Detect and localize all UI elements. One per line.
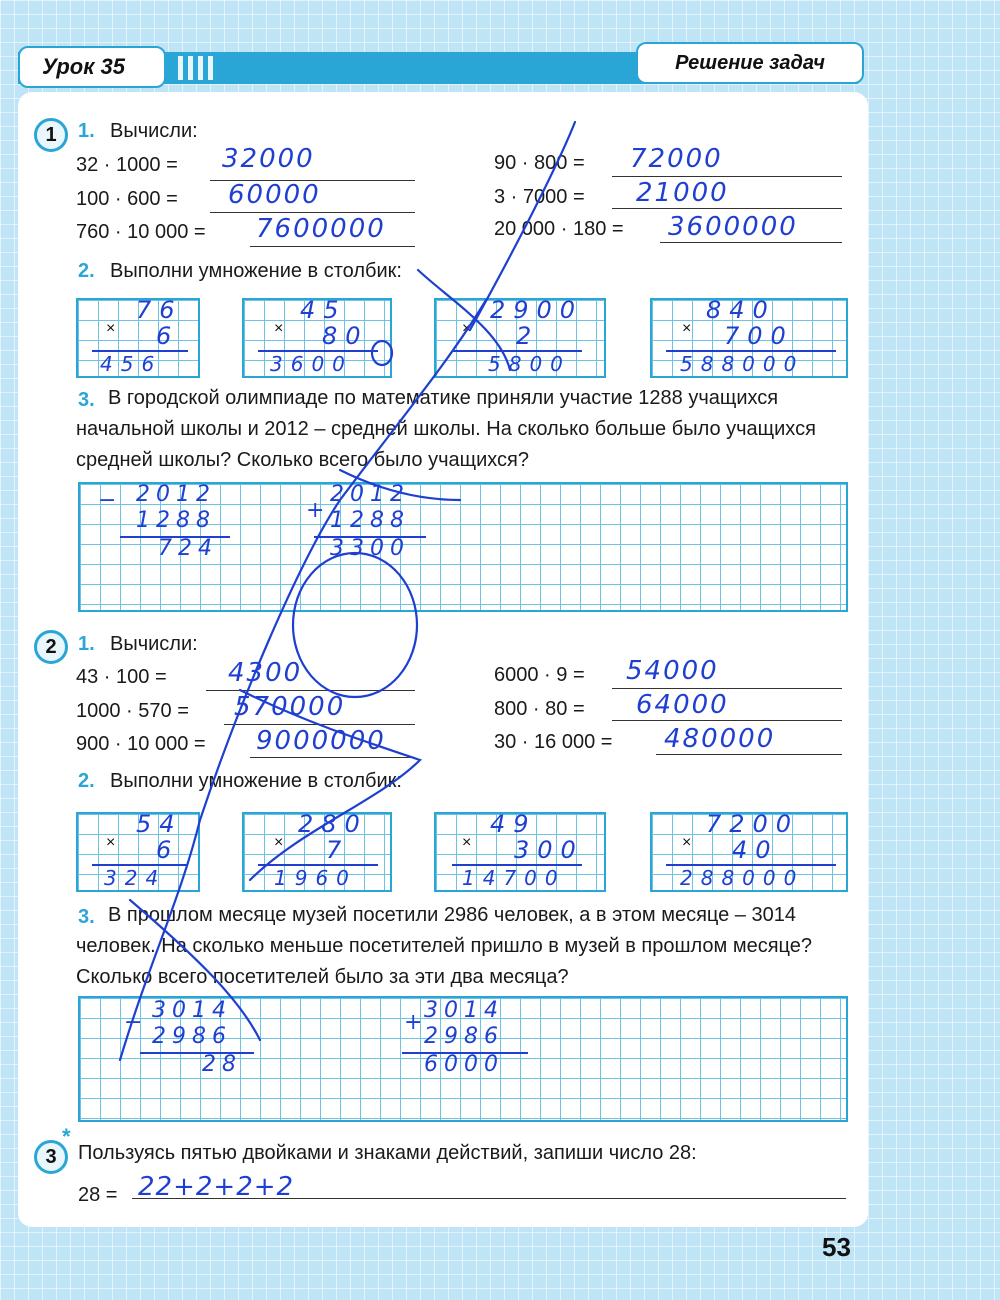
topic-label: Решение задач xyxy=(636,42,864,84)
s2-col2-bottom: 7 xyxy=(326,836,350,864)
s1-expr-5: 3 · 7000 = xyxy=(494,186,585,208)
s2-col2-top: 280 xyxy=(298,810,368,838)
s2-work-2-sign: + xyxy=(404,1010,429,1035)
s1-expr-3: 760 · 10 000 = xyxy=(76,221,206,243)
s1-answer-5: 21000 xyxy=(636,178,729,208)
s1-col4-top: 840 xyxy=(706,296,776,324)
s2-answer-2: 570000 xyxy=(234,692,346,722)
s2-answer-5: 64000 xyxy=(636,690,729,720)
s2-col3-top: 49 xyxy=(490,810,537,838)
s3-answer: 22+2+2+2 xyxy=(138,1172,295,1202)
s2-col1-top: 54 xyxy=(136,810,183,838)
s2-col3-bottom: 300 xyxy=(514,836,584,864)
s2-expr-4: 6000 · 9 = xyxy=(494,664,585,686)
s2-col4-top: 7200 xyxy=(706,810,800,838)
section-1-number: 1 xyxy=(34,118,68,152)
times-sign: × xyxy=(462,320,472,337)
s2-col3-result: 14700 xyxy=(462,866,566,890)
answer-line xyxy=(612,176,842,177)
answer-line xyxy=(612,688,842,689)
s2-expr-2: 1000 · 570 = xyxy=(76,700,189,722)
answer-line xyxy=(612,208,842,209)
s1-col4-bottom: 700 xyxy=(724,322,794,350)
answer-line xyxy=(656,754,842,755)
times-sign: × xyxy=(274,834,284,851)
page-number: 53 xyxy=(822,1232,851,1262)
s1-work-2-top: 2012 xyxy=(330,482,410,507)
s2-task3-number: 3. xyxy=(78,906,95,928)
s2-expr-5: 800 · 80 = xyxy=(494,698,585,720)
star-icon: * xyxy=(62,1124,71,1149)
s1-task2-title: Выполни умножение в столбик: xyxy=(110,260,402,282)
s2-expr-3: 900 · 10 000 = xyxy=(76,733,206,755)
s1-expr-1: 32 · 1000 = xyxy=(76,154,178,176)
s1-col1-bottom: 6 xyxy=(156,322,180,350)
times-sign: × xyxy=(274,320,284,337)
answer-line xyxy=(206,690,415,691)
s2-work-1-sign: − xyxy=(124,1010,149,1035)
s1-col4-result: 588000 xyxy=(680,352,805,376)
answer-line xyxy=(210,212,415,213)
s1-col2-top: 45 xyxy=(300,296,347,324)
s2-task1-number: 1. xyxy=(78,633,95,655)
s1-col2-bottom: 80 xyxy=(322,322,369,350)
s2-work-1-result: 28 xyxy=(202,1052,242,1077)
times-sign: × xyxy=(106,834,116,851)
answer-line xyxy=(250,757,415,758)
s1-task2-number: 2. xyxy=(78,260,95,282)
s1-col2-result: 3600 xyxy=(270,352,353,376)
times-sign: × xyxy=(682,320,692,337)
s1-work-1-result: 724 xyxy=(158,536,218,561)
s1-work-1-bottom: 1288 xyxy=(136,508,216,533)
s1-task3-text: В городской олимпиаде по математике приняли участие 1288 учащихся начальной школы и 2012 – средней школы. На сколько больше было учащихся средней школы? Сколько всего было учащихся? xyxy=(76,387,816,471)
answer-line xyxy=(612,720,842,721)
s1-work-2-bottom: 1288 xyxy=(330,508,410,533)
s1-col1-top: 76 xyxy=(136,296,183,324)
answer-line xyxy=(224,724,415,725)
section-3-number: 3 xyxy=(34,1140,68,1174)
section-2-number: 2 xyxy=(34,630,68,664)
lesson-label: Урок 35 xyxy=(18,46,166,88)
times-sign: × xyxy=(462,834,472,851)
answer-line xyxy=(660,242,842,243)
s1-col3-top: 2900 xyxy=(490,296,584,324)
s3-lhs: 28 = xyxy=(78,1184,118,1206)
s1-work-1-top: 2012 xyxy=(136,482,216,507)
times-sign: × xyxy=(106,320,116,337)
header-stripes xyxy=(178,56,214,80)
s1-answer-4: 72000 xyxy=(630,144,723,174)
s1-work-2-sign: + xyxy=(306,498,331,523)
s1-col3-result: 5800 xyxy=(488,352,571,376)
s3-task-text: Пользуясь пятью двойками и знаками действий, запиши число 28: xyxy=(78,1142,697,1164)
s2-answer-6: 480000 xyxy=(664,724,776,754)
s2-work-1-bottom: 2986 xyxy=(152,1024,232,1049)
s1-work-2-result: 3300 xyxy=(330,536,410,561)
s2-col2-result: 1960 xyxy=(274,866,357,890)
answer-line xyxy=(250,246,415,247)
s2-task2-title: Выполни умножение в столбик: xyxy=(110,770,402,792)
s1-expr-6: 20 000 · 180 = xyxy=(494,218,624,240)
s1-col1-result: 456 xyxy=(100,352,163,376)
s2-expr-6: 30 · 16 000 = xyxy=(494,731,613,753)
s2-col1-result: 324 xyxy=(104,866,167,890)
s2-task3-text: В прошлом месяце музей посетили 2986 человек, а в этом месяце – 3014 человек. На сколько меньше посетителей пришло в музей в прошлом месяце? Сколько всего посетителей было за эти два месяца? xyxy=(76,904,813,988)
s2-task2-number: 2. xyxy=(78,770,95,792)
s1-answer-6: 3600000 xyxy=(668,212,798,242)
s2-answer-3: 9000000 xyxy=(256,726,386,756)
s2-expr-1: 43 · 100 = xyxy=(76,666,167,688)
s1-answer-1: 32000 xyxy=(222,144,315,174)
s2-answer-4: 54000 xyxy=(626,656,719,686)
s2-answer-1: 4300 xyxy=(228,658,303,688)
s2-work-2-bottom: 2986 xyxy=(424,1024,504,1049)
s1-work-1-sign: − xyxy=(98,488,123,513)
s1-task1-number: 1. xyxy=(78,120,95,142)
s1-task1-title: Вычисли: xyxy=(110,120,198,142)
s2-col1-bottom: 6 xyxy=(156,836,180,864)
s1-answer-3: 7600000 xyxy=(256,214,386,244)
s2-col4-result: 288000 xyxy=(680,866,805,890)
s2-work-1-top: 3014 xyxy=(152,998,232,1023)
times-sign: × xyxy=(682,834,692,851)
s1-col3-bottom: 2 xyxy=(516,322,540,350)
s2-work-2-result: 6000 xyxy=(424,1052,504,1077)
s1-expr-2: 100 · 600 = xyxy=(76,188,178,210)
s2-task1-title: Вычисли: xyxy=(110,633,198,655)
s1-task3-number: 3. xyxy=(78,389,95,411)
s2-col4-bottom: 40 xyxy=(732,836,779,864)
s1-answer-2: 60000 xyxy=(228,180,321,210)
s1-expr-4: 90 · 800 = xyxy=(494,152,585,174)
s2-work-2-top: 3014 xyxy=(424,998,504,1023)
